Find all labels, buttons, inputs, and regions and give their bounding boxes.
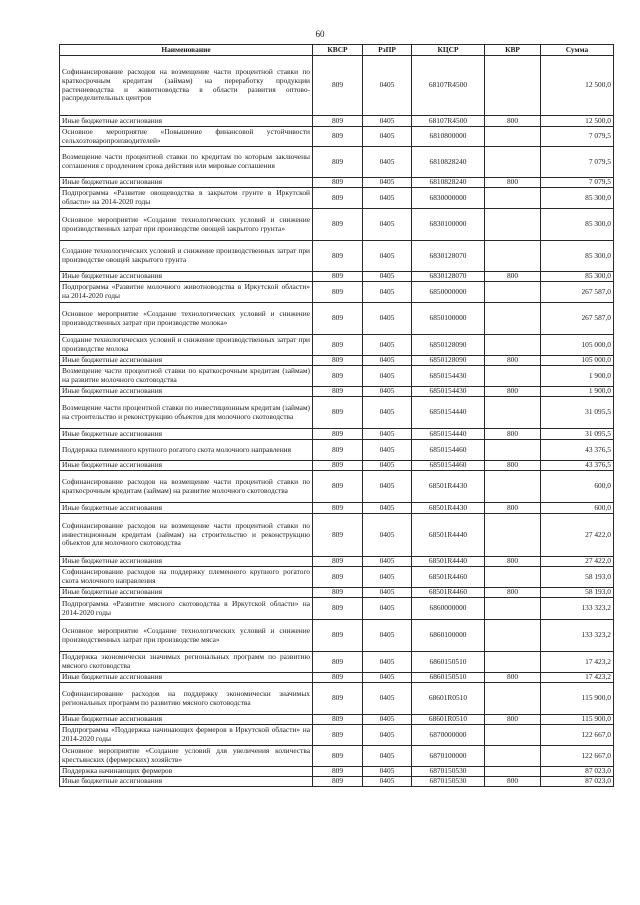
cell-kvr: 800: [485, 715, 541, 725]
cell-kvr: 800: [485, 673, 541, 683]
cell-rzpr: 0405: [363, 116, 412, 127]
cell-kvsr: 809: [313, 335, 363, 356]
cell-rzpr: 0405: [363, 514, 412, 557]
cell-kcsr: 68501R4460: [412, 588, 485, 598]
table-row: [60, 366, 614, 387]
cell-kcsr: 6830128070: [412, 272, 485, 282]
cell-kcsr: 6850154440: [412, 429, 485, 440]
cell-sum: 122 667,0: [541, 725, 614, 746]
cell-kvr: [485, 241, 541, 272]
header-kvsr: КВСР: [313, 45, 363, 56]
cell-sum: 27 422,0: [541, 557, 614, 567]
table-row: [60, 397, 614, 429]
cell-kvr: 800: [485, 777, 541, 787]
cell-kcsr: 6850154430: [412, 366, 485, 387]
cell-name: Возмещение части процентной ставки по краткосрочным кредитам (займам) на развитие молочного скотоводства: [60, 366, 313, 387]
cell-rzpr: 0405: [363, 503, 412, 514]
header-sum: Сумма: [541, 45, 614, 56]
cell-kvr: 800: [485, 461, 541, 471]
cell-kcsr: 6870150530: [412, 777, 485, 787]
table-row: [60, 673, 614, 683]
cell-kvsr: 809: [313, 514, 363, 557]
cell-kvr: [485, 209, 541, 241]
table-row: [60, 188, 614, 209]
cell-rzpr: 0405: [363, 178, 412, 188]
cell-kcsr: 6850154460: [412, 461, 485, 471]
cell-sum: 12 500,0: [541, 116, 614, 127]
cell-name: Создание технологических условий и снижение производственных затрат при производстве молока: [60, 335, 313, 356]
cell-kvsr: 809: [313, 471, 363, 503]
cell-name: Подпрограмма «Развитие мясного скотоводства в Иркутской области» на 2014-2020 годы: [60, 598, 313, 620]
table-row: [60, 147, 614, 178]
cell-kvr: 800: [485, 356, 541, 366]
cell-kvr: [485, 471, 541, 503]
cell-kcsr: 68501R4440: [412, 557, 485, 567]
cell-name: Иные бюджетные ассигнования: [60, 116, 313, 127]
cell-kcsr: 6830128070: [412, 241, 485, 272]
table-row: [60, 282, 614, 303]
table-row: [60, 503, 614, 514]
cell-kvr: [485, 127, 541, 147]
cell-sum: 7 079,5: [541, 147, 614, 178]
cell-kvr: 800: [485, 272, 541, 282]
cell-sum: 85 300,0: [541, 209, 614, 241]
cell-rzpr: 0405: [363, 209, 412, 241]
cell-kvsr: 809: [313, 767, 363, 777]
cell-sum: 85 300,0: [541, 272, 614, 282]
cell-kvsr: 809: [313, 127, 363, 147]
cell-rzpr: 0405: [363, 725, 412, 746]
cell-kcsr: 6860100000: [412, 620, 485, 652]
cell-kvsr: 809: [313, 440, 363, 461]
cell-sum: 85 300,0: [541, 188, 614, 209]
table-row: [60, 725, 614, 746]
cell-name: Возмещение части процентной ставки по кредитам по которым заключены соглашения с продлением срока действия или мировые соглашения: [60, 147, 313, 178]
cell-name: Иные бюджетные ассигнования: [60, 461, 313, 471]
cell-name: Поддержка экономически значимых региональных программ по развитию мясного скотоводства: [60, 652, 313, 673]
cell-name: Софинансирование расходов на возмещение части процентной ставки по краткосрочным кредитам (займам) на переработку продукции растениеводства и животноводства в области развития оптово-распределительных центров: [60, 56, 313, 116]
page-number: 60: [315, 29, 325, 39]
cell-kvr: 800: [485, 178, 541, 188]
cell-rzpr: 0405: [363, 746, 412, 767]
cell-kcsr: 6850128090: [412, 356, 485, 366]
cell-kcsr: 6830000000: [412, 188, 485, 209]
cell-sum: 87 023,0: [541, 777, 614, 787]
cell-kcsr: 6850154460: [412, 440, 485, 461]
cell-kcsr: 68601R0510: [412, 683, 485, 715]
cell-sum: 600,0: [541, 471, 614, 503]
cell-rzpr: 0405: [363, 620, 412, 652]
cell-kcsr: 6870150530: [412, 767, 485, 777]
cell-kvsr: 809: [313, 683, 363, 715]
cell-rzpr: 0405: [363, 429, 412, 440]
cell-rzpr: 0405: [363, 588, 412, 598]
cell-kcsr: 6850128090: [412, 335, 485, 356]
cell-kcsr: 68601R0510: [412, 715, 485, 725]
cell-kvr: [485, 366, 541, 387]
table-row: [60, 178, 614, 188]
cell-kvsr: 809: [313, 746, 363, 767]
cell-kcsr: 6810828240: [412, 147, 485, 178]
cell-kvr: [485, 303, 541, 335]
table-row: [60, 588, 614, 598]
cell-rzpr: 0405: [363, 356, 412, 366]
cell-kvsr: 809: [313, 178, 363, 188]
cell-kvsr: 809: [313, 56, 363, 116]
cell-kvr: 800: [485, 503, 541, 514]
table-row: [60, 335, 614, 356]
cell-rzpr: 0405: [363, 241, 412, 272]
cell-kcsr: 6850154440: [412, 397, 485, 429]
table-row: [60, 471, 614, 503]
table-row: [60, 116, 614, 127]
cell-kvr: [485, 725, 541, 746]
cell-rzpr: 0405: [363, 461, 412, 471]
cell-name: Создание технологических условий и снижение производственных затрат при производстве овощей закрытого грунта: [60, 241, 313, 272]
cell-kcsr: 6860150510: [412, 652, 485, 673]
cell-sum: 12 500,0: [541, 56, 614, 116]
cell-name: Софинансирование расходов на возмещение части процентной ставки по инвестиционным кредитам (займам) на строительство и реконструкцию объектов для молочного скотоводства: [60, 514, 313, 557]
cell-rzpr: 0405: [363, 777, 412, 787]
cell-rzpr: 0405: [363, 397, 412, 429]
cell-kvr: [485, 652, 541, 673]
table-row: [60, 127, 614, 147]
cell-rzpr: 0405: [363, 767, 412, 777]
table-row: [60, 598, 614, 620]
cell-rzpr: 0405: [363, 366, 412, 387]
cell-kcsr: 6870100000: [412, 746, 485, 767]
cell-kvr: [485, 56, 541, 116]
cell-kvsr: 809: [313, 620, 363, 652]
cell-kvsr: 809: [313, 303, 363, 335]
cell-name: Иные бюджетные ассигнования: [60, 356, 313, 366]
table-header-row: [60, 45, 614, 56]
table-row: [60, 715, 614, 725]
cell-kvsr: 809: [313, 461, 363, 471]
cell-name: Софинансирование расходов на возмещение части процентной ставки по краткосрочным кредитам (займам) на развитие молочного скотоводства: [60, 471, 313, 503]
table-row: [60, 241, 614, 272]
cell-rzpr: 0405: [363, 683, 412, 715]
cell-sum: 600,0: [541, 503, 614, 514]
cell-kvsr: 809: [313, 387, 363, 397]
table-row: [60, 620, 614, 652]
cell-name: Иные бюджетные ассигнования: [60, 387, 313, 397]
cell-kvr: 800: [485, 557, 541, 567]
cell-kvr: 800: [485, 116, 541, 127]
cell-kvsr: 809: [313, 429, 363, 440]
cell-name: Основное мероприятие «Создание технологических условий и снижение производственных затрат при производстве молока»: [60, 303, 313, 335]
cell-kvr: [485, 188, 541, 209]
cell-kcsr: 6850000000: [412, 282, 485, 303]
cell-kvr: [485, 567, 541, 588]
cell-kvr: [485, 598, 541, 620]
table-row: [60, 777, 614, 787]
cell-rzpr: 0405: [363, 598, 412, 620]
cell-kvsr: 809: [313, 366, 363, 387]
cell-name: Подпрограмма «Развитие овощеводства в закрытом грунте в Иркутской области» на 2014-2020 годы: [60, 188, 313, 209]
cell-name: Иные бюджетные ассигнования: [60, 272, 313, 282]
cell-kvr: [485, 767, 541, 777]
cell-rzpr: 0405: [363, 335, 412, 356]
cell-name: Иные бюджетные ассигнования: [60, 503, 313, 514]
cell-kvsr: 809: [313, 777, 363, 787]
cell-rzpr: 0405: [363, 715, 412, 725]
cell-sum: 7 079,5: [541, 178, 614, 188]
cell-kvsr: 809: [313, 282, 363, 303]
cell-kvr: [485, 282, 541, 303]
cell-kvsr: 809: [313, 188, 363, 209]
cell-kvr: [485, 440, 541, 461]
cell-rzpr: 0405: [363, 188, 412, 209]
cell-kcsr: 68501R4430: [412, 471, 485, 503]
cell-kvr: 800: [485, 588, 541, 598]
cell-kvsr: 809: [313, 241, 363, 272]
cell-sum: 43 376,5: [541, 440, 614, 461]
budget-table: [59, 44, 614, 787]
cell-kvr: [485, 746, 541, 767]
cell-name: Возмещение части процентной ставки по инвестиционным кредитам (займам) на строительство и реконструкцию объектов для молочного скотоводства: [60, 397, 313, 429]
cell-rzpr: 0405: [363, 147, 412, 178]
cell-kvsr: 809: [313, 503, 363, 514]
cell-kvr: 800: [485, 387, 541, 397]
cell-rzpr: 0405: [363, 272, 412, 282]
header-rzpr: РзПР: [363, 45, 412, 56]
table-row: [60, 387, 614, 397]
table-row: [60, 429, 614, 440]
cell-name: Основное мероприятие «Создание технологических условий и снижение производственных затрат при производстве мяса»: [60, 620, 313, 652]
cell-kcsr: 6810828240: [412, 178, 485, 188]
cell-name: Подпрограмма «Поддержка начинающих фермеров в Иркутской области» на 2014-2020 годы: [60, 725, 313, 746]
cell-rzpr: 0405: [363, 567, 412, 588]
table-row: [60, 440, 614, 461]
cell-kvr: [485, 335, 541, 356]
cell-sum: 43 376,5: [541, 461, 614, 471]
table-row: [60, 557, 614, 567]
cell-kvsr: 809: [313, 397, 363, 429]
cell-kvsr: 809: [313, 272, 363, 282]
table-row: [60, 461, 614, 471]
cell-sum: 27 422,0: [541, 514, 614, 557]
cell-rzpr: 0405: [363, 282, 412, 303]
cell-sum: 17 423,2: [541, 673, 614, 683]
cell-kvsr: 809: [313, 557, 363, 567]
cell-name: Поддержка начинающих фермеров: [60, 767, 313, 777]
cell-kcsr: 6870000000: [412, 725, 485, 746]
cell-sum: 105 000,0: [541, 335, 614, 356]
cell-name: Основное мероприятие «Создание условий для увеличения количества крестьянских (фермерских) хозяйств»: [60, 746, 313, 767]
table-row: [60, 746, 614, 767]
table-row: [60, 356, 614, 366]
table-row: [60, 303, 614, 335]
cell-name: Основное мероприятие «Создание технологических условий и снижение производственных затрат при производстве овощей закрытого грунта»: [60, 209, 313, 241]
table-row: [60, 514, 614, 557]
cell-sum: 115 900,0: [541, 715, 614, 725]
cell-rzpr: 0405: [363, 127, 412, 147]
cell-name: Софинансирование расходов на поддержку племенного крупного рогатого скота молочного направления: [60, 567, 313, 588]
header-kvr: КВР: [485, 45, 541, 56]
cell-kcsr: 68501R4430: [412, 503, 485, 514]
cell-kvsr: 809: [313, 725, 363, 746]
cell-kvsr: 809: [313, 598, 363, 620]
table-row: [60, 209, 614, 241]
cell-kvr: [485, 683, 541, 715]
cell-name: Софинансирование расходов на поддержку экономически значимых региональных программ по развитию мясного скотоводства: [60, 683, 313, 715]
cell-rzpr: 0405: [363, 56, 412, 116]
cell-name: Иные бюджетные ассигнования: [60, 557, 313, 567]
cell-kvsr: 809: [313, 209, 363, 241]
cell-sum: 31 095,5: [541, 429, 614, 440]
table-row: [60, 56, 614, 116]
cell-sum: 87 023,0: [541, 767, 614, 777]
header-name: Наименование: [60, 45, 313, 56]
cell-kvsr: 809: [313, 652, 363, 673]
table-row: [60, 683, 614, 715]
cell-kcsr: 6860000000: [412, 598, 485, 620]
cell-kcsr: 6860150510: [412, 673, 485, 683]
cell-kvr: [485, 147, 541, 178]
cell-rzpr: 0405: [363, 440, 412, 461]
cell-rzpr: 0405: [363, 471, 412, 503]
cell-kvsr: 809: [313, 147, 363, 178]
cell-name: Иные бюджетные ассигнования: [60, 178, 313, 188]
cell-kvr: [485, 397, 541, 429]
header-kcsr: КЦСР: [412, 45, 485, 56]
cell-sum: 115 900,0: [541, 683, 614, 715]
cell-kcsr: 6830100000: [412, 209, 485, 241]
cell-kvr: [485, 514, 541, 557]
cell-kcsr: 68107R4500: [412, 116, 485, 127]
cell-kvsr: 809: [313, 567, 363, 588]
cell-rzpr: 0405: [363, 303, 412, 335]
cell-kvsr: 809: [313, 673, 363, 683]
cell-sum: 58 193,0: [541, 567, 614, 588]
cell-sum: 31 095,5: [541, 397, 614, 429]
cell-rzpr: 0405: [363, 387, 412, 397]
cell-name: Подпрограмма «Развитие молочного животноводства в Иркутской области» на 2014-2020 годы: [60, 282, 313, 303]
cell-sum: 122 667,0: [541, 746, 614, 767]
cell-name: Иные бюджетные ассигнования: [60, 715, 313, 725]
cell-name: Иные бюджетные ассигнования: [60, 777, 313, 787]
cell-kcsr: 6810800000: [412, 127, 485, 147]
cell-name: Иные бюджетные ассигнования: [60, 429, 313, 440]
cell-sum: 17 423,2: [541, 652, 614, 673]
cell-sum: 105 000,0: [541, 356, 614, 366]
cell-sum: 7 079,5: [541, 127, 614, 147]
cell-name: Поддержка племенного крупного рогатого скота молочного направления: [60, 440, 313, 461]
cell-name: Иные бюджетные ассигнования: [60, 673, 313, 683]
cell-kvsr: 809: [313, 116, 363, 127]
cell-kcsr: 68107R4500: [412, 56, 485, 116]
table-row: [60, 272, 614, 282]
cell-rzpr: 0405: [363, 652, 412, 673]
cell-kcsr: 68501R4460: [412, 567, 485, 588]
cell-name: Иные бюджетные ассигнования: [60, 588, 313, 598]
cell-sum: 58 193,0: [541, 588, 614, 598]
cell-kvsr: 809: [313, 588, 363, 598]
cell-kcsr: 68501R4440: [412, 514, 485, 557]
cell-sum: 85 300,0: [541, 241, 614, 272]
cell-sum: 133 323,2: [541, 620, 614, 652]
cell-sum: 1 900,0: [541, 387, 614, 397]
cell-kvr: 800: [485, 429, 541, 440]
table-row: [60, 767, 614, 777]
cell-rzpr: 0405: [363, 673, 412, 683]
cell-sum: 133 323,2: [541, 598, 614, 620]
table-row: [60, 567, 614, 588]
table-row: [60, 652, 614, 673]
cell-name: Основное мероприятие «Повышение финансовой устойчивости сельхозтоваропроизводителей»: [60, 127, 313, 147]
cell-kcsr: 6850100000: [412, 303, 485, 335]
cell-kvr: [485, 620, 541, 652]
cell-sum: 1 900,0: [541, 366, 614, 387]
cell-kvsr: 809: [313, 715, 363, 725]
cell-kvsr: 809: [313, 356, 363, 366]
table-body: [60, 56, 614, 787]
cell-sum: 267 587,0: [541, 303, 614, 335]
cell-kcsr: 6850154430: [412, 387, 485, 397]
cell-sum: 267 587,0: [541, 282, 614, 303]
cell-rzpr: 0405: [363, 557, 412, 567]
